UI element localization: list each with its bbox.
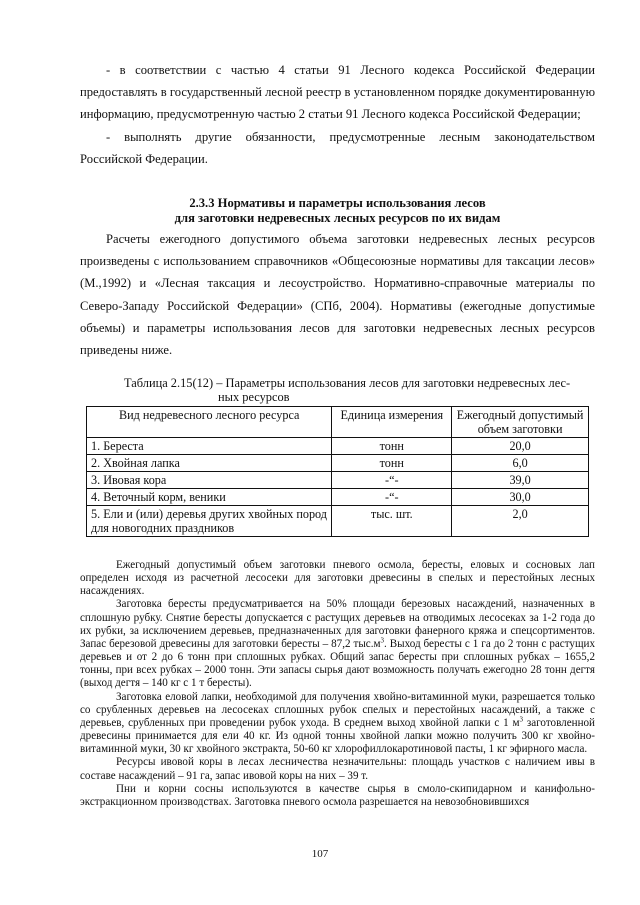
table-header-row — [87, 407, 589, 438]
cell-volume: 30,0 — [452, 489, 589, 506]
header-unit: Единица измерения — [332, 407, 452, 438]
note-text: заготовленной древесины принимается для ели 40 кг. Из одной тонны хвойной лапки можно получить 300 кг хвойно-витаминной муки, 30 кг хвойного экстракта, 50-60 кг хлорофиллокаротиновой пасты, 1 кг эфирного масла. — [80, 716, 595, 756]
note-text: . Выход бересты с 1 га до 2 тонн с растущих деревьев и от 2 до 6 тонн при сплошных рубках. Общий запас бересты при сплошных рубках – 1655,2 тонны, при всех рубках – 2000 тонн. Эти запасы сырья дают возможность получать ежегодно 28 тонн дегтя (выход дегтя – 140 кг с 1 т бересты). — [80, 637, 595, 690]
table-row — [87, 455, 589, 472]
parameters-table — [86, 406, 589, 537]
cell-unit: -“- — [332, 472, 452, 489]
section-heading — [80, 196, 595, 226]
cell-resource-name: 2. Хвойная лапка — [87, 455, 332, 472]
section-heading-line: 2.3.3 Нормативы и параметры использования лесов — [189, 196, 486, 210]
intro-paragraph: - в соответствии с частью 4 статьи 91 Лесного кодекса Российской Федерации предоставлять в государственный лесной реестр в установленном порядке документированную информацию, предусмотренную частью 2 статьи 91 Лесного кодекса Российской Федерации; — [80, 63, 595, 122]
table-row — [87, 489, 589, 506]
header-resource-type: Вид недревесного лесного ресурса — [87, 407, 332, 438]
table-caption — [80, 376, 595, 404]
calc-paragraph: Расчеты ежегодного допустимого объема заготовки недревесных лесных ресурсов произведены с использованием справочников «Общесоюзные нормативы для таксации лесов» (М.,1992) и «Лесная таксация и лесоустройство. Нормативно-справочные материалы по Северо-Западу Российской Федерации» (СПб, 2004). Нормативы (ежегодные допустимые объемы) и параметры использования лесов для заготовки недревесных лесных ресурсов приведены ниже. — [80, 232, 595, 358]
header-annual-volume: Ежегодный допустимый объем заготовки — [452, 407, 589, 438]
cell-volume: 39,0 — [452, 472, 589, 489]
note-paragraph — [80, 598, 595, 690]
cell-unit: тонн — [332, 455, 452, 472]
cell-resource-name: 4. Веточный корм, веники — [87, 489, 332, 506]
note-text: Заготовка еловой лапки, необходимой для получения хвойно-витаминной муки, разрешается только со срубленных деревьев на лесосеках сплошных рубок спелых и перестойных насаждений, а также с деревьев, срубленных при проведении рубок ухода. В среднем выход хвойной лапки с 1 м — [80, 690, 595, 729]
intro-paragraph: - выполнять другие обязанности, предусмотренные лесным законодательством Российской Федерации. — [80, 129, 595, 166]
intro-text — [80, 59, 595, 170]
cell-resource-name: 3. Ивовая кора — [87, 472, 332, 489]
notes-text — [80, 559, 595, 809]
page-number: 107 — [311, 848, 329, 860]
calc-text — [80, 228, 595, 361]
note-paragraph: Ресурсы ивовой коры в лесах лесничества незначительны: площадь участков с наличием ивы в составе насаждений – 91 га, запас ивовой коры на них – 39 т. — [80, 756, 595, 782]
cell-unit: -“- — [332, 489, 452, 506]
note-paragraph: Ежегодный допустимый объем заготовки пневого осмола, бересты, еловых и сосновых лап определен исходя из расчетной лесосеки для заготовки древесины в спелых и перестойных лесных насаждениях. — [80, 559, 595, 598]
cell-unit: тыс. шт. — [332, 506, 452, 537]
table-caption-line: ных ресурсов — [218, 390, 290, 404]
cell-volume: 20,0 — [452, 438, 589, 455]
note-paragraph: Пни и корни сосны используются в качестве сырья в смоло-скипидарном и канифольно-экстракционном производствах. Заготовка пневого осмола разрешается на невозобновившихся — [80, 782, 595, 808]
note-text: Заготовка бересты предусматривается на 50% площади березовых насаждений, назначенных в сплошную рубку. Снятие бересты допускается с растущих деревьев на отводимых лесосеках за 1-2 года до их рубки, за исключением деревьев, предназначенных для заготовки фанерного кряжа и спецсортиментов. Запас березовой древесины для заготовки бересты – 87,2 тыс.м — [80, 598, 595, 650]
note-paragraph — [80, 691, 595, 757]
cell-resource-name: 1. Береста — [87, 438, 332, 455]
superscript: 3 — [380, 636, 385, 645]
superscript: 3 — [519, 715, 524, 724]
table-row — [87, 438, 589, 455]
cell-unit: тонн — [332, 438, 452, 455]
table-caption-line: Таблица 2.15(12) – Параметры использования лесов для заготовки недревесных лес- — [124, 376, 571, 390]
section-heading-line: для заготовки недревесных лесных ресурсов по их видам — [174, 211, 501, 225]
cell-resource-name: 5. Ели и (или) деревья других хвойных пород для новогодних праздников — [87, 506, 332, 537]
table-row — [87, 506, 589, 537]
cell-volume: 6,0 — [452, 455, 589, 472]
cell-volume: 2,0 — [452, 506, 589, 537]
table-row — [87, 472, 589, 489]
